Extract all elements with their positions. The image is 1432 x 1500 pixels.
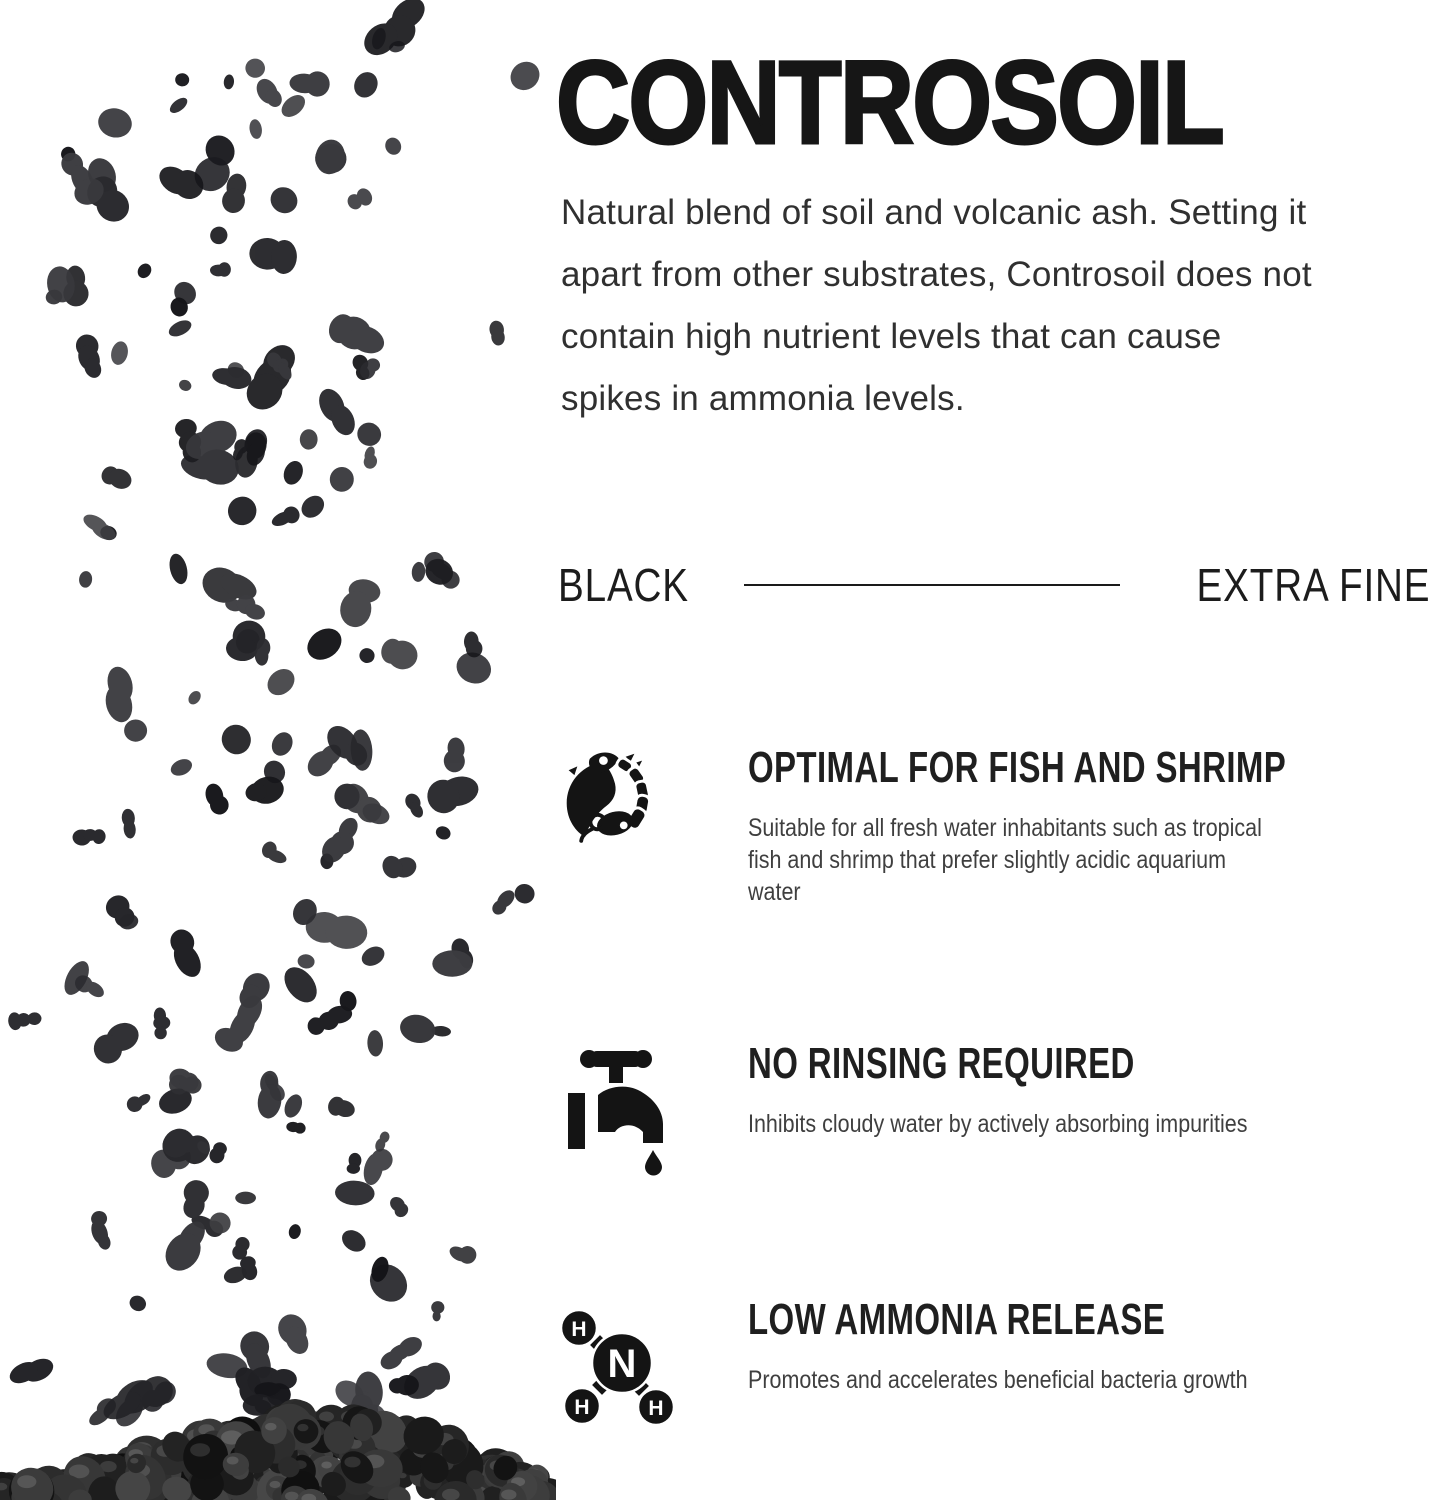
variant-row bbox=[558, 560, 1430, 610]
fish-and-shrimp-icon bbox=[558, 748, 674, 864]
feature-description-line: Inhibits cloudy water by actively absorbing impurities bbox=[748, 1110, 1248, 1138]
feature-description bbox=[748, 1364, 1329, 1396]
feature-description bbox=[748, 812, 1346, 908]
feature-heading: NO RINSING REQUIRED bbox=[748, 1039, 1135, 1088]
fish-and-shrimp-icon bbox=[558, 748, 674, 864]
product-title: CONTROSOIL bbox=[556, 37, 1223, 169]
description-line: apart from other substrates, Controsoil does not bbox=[561, 255, 1312, 294]
nitrogen-label: N bbox=[607, 1342, 637, 1386]
feature-description-line: Promotes and accelerates beneficial bacteria growth bbox=[748, 1366, 1248, 1394]
feature-heading: LOW AMMONIA RELEASE bbox=[748, 1295, 1166, 1344]
separator-line bbox=[744, 584, 1120, 586]
faucet-icon bbox=[568, 1046, 668, 1176]
feature-fish-and-shrimp bbox=[556, 740, 1432, 970]
description-line: spikes in ammonia levels. bbox=[561, 379, 965, 418]
hydrogen-label: H bbox=[571, 1318, 587, 1341]
hydrogen-label: H bbox=[648, 1397, 664, 1420]
feature-description bbox=[748, 1108, 1329, 1140]
ammonia-molecule-icon bbox=[558, 1306, 678, 1431]
description-line: Natural blend of soil and volcanic ash. Setting it bbox=[561, 193, 1307, 232]
feature-description-line: fish and shrimp that prefer slightly acidic aquarium bbox=[748, 846, 1226, 874]
feature-low-ammonia bbox=[556, 1292, 1432, 1500]
feature-description-line: Suitable for all fresh water inhabitants such as tropical bbox=[748, 814, 1262, 842]
ammonia-molecule-icon bbox=[558, 1306, 678, 1431]
hydrogen-label: H bbox=[574, 1396, 590, 1419]
variant-grade-label: EXTRA FINE bbox=[1196, 559, 1430, 611]
variant-color-label: BLACK bbox=[558, 559, 689, 611]
description-line: contain high nutrient levels that can cause bbox=[561, 317, 1222, 356]
product-description bbox=[561, 182, 1312, 430]
falling-soil-granules bbox=[0, 0, 556, 1500]
faucet-icon bbox=[568, 1046, 668, 1176]
feature-description-line: water bbox=[748, 878, 801, 906]
feature-no-rinsing bbox=[556, 1036, 1432, 1266]
feature-heading: OPTIMAL FOR FISH AND SHRIMP bbox=[748, 743, 1287, 792]
